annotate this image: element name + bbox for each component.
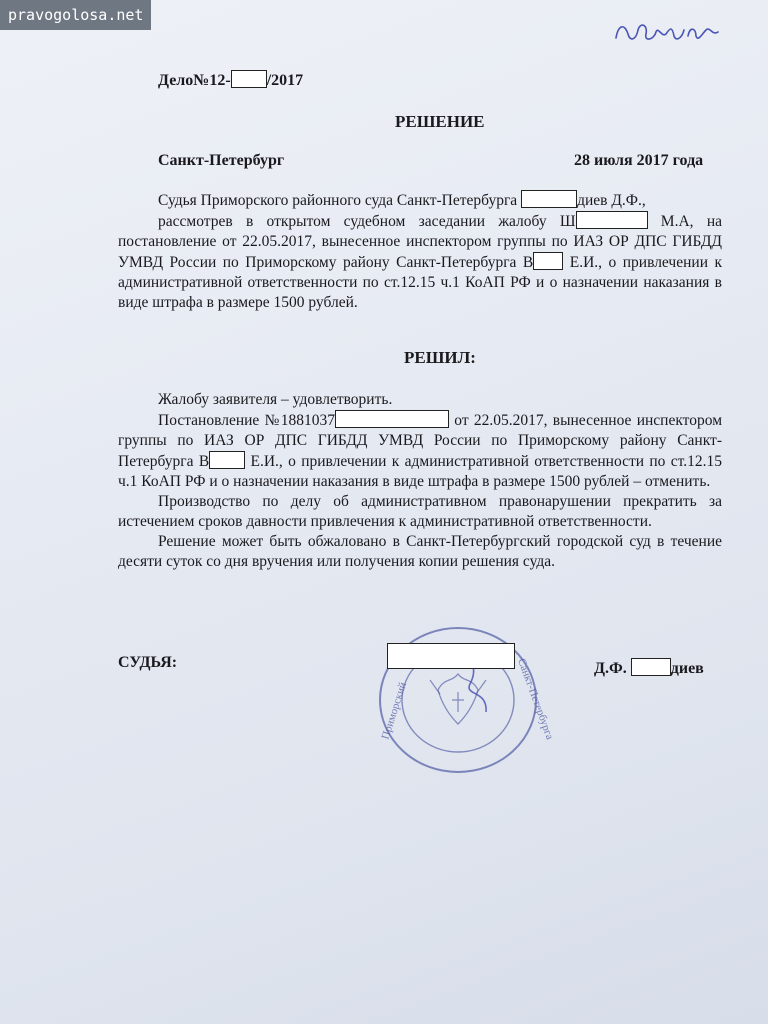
redaction-box (533, 252, 563, 270)
complaint-text: рассмотрев в открытом судебном заседании жалобу Ш (158, 213, 576, 230)
judge-name-suffix: диев (670, 660, 704, 677)
resolution-p4: Решение может быть обжаловано в Санкт-Петербургский городской суд в течение десяти суток со дня вручения или получения копии решения суда. (118, 533, 722, 570)
resolution-p2-prefix: Постановление №1881037 (158, 412, 336, 429)
case-number (158, 70, 303, 90)
judge-line-prefix: Судья Приморского районного суда Санкт-Петербурга (158, 192, 522, 209)
resolution-p1: Жалобу заявителя – удовлетворить. (158, 391, 393, 408)
resolution-paragraphs (118, 390, 722, 572)
document-date: 28 июля 2017 года (574, 152, 704, 169)
judge-line-suffix: диев Д.Ф., (577, 192, 646, 209)
judge-name (594, 658, 704, 678)
decided-heading: РЕШИЛ: (404, 348, 476, 367)
judge-name-prefix: Д.Ф. (594, 660, 631, 677)
redaction-box (521, 190, 577, 208)
redaction-box (209, 451, 245, 469)
redaction-box (631, 658, 671, 676)
resolution-p2-tail: Е.И., о привлечении к административной ответственности по ст.12.15 ч.1 КоАП РФ и о назначении наказания в виде штрафа в размере 1500 рублей – отменить. (118, 453, 722, 490)
case-number-suffix: /2017 (266, 72, 304, 89)
case-number-prefix: Дело№12- (158, 72, 231, 89)
redaction-box (231, 70, 267, 88)
seal-text-right: Санкт-Петербурга (515, 656, 556, 742)
judge-label: СУДЬЯ: (118, 654, 178, 671)
intro-paragraph (118, 190, 722, 313)
resolution-p2-mid: от 22.05.2017, вынесенное инспектором группы по ИАЗ ОР ДПС ГИБДД УМВД России по Приморскому району Санкт-Петербурга В (118, 412, 722, 470)
redaction-box (335, 410, 449, 428)
document-title: РЕШЕНИЕ (395, 112, 485, 131)
resolution-p3: Производство по делу об административном правонарушении прекратить за истечением сроков давности привлечения к административной ответственности. (118, 493, 722, 530)
signature-redaction (387, 643, 515, 669)
complaint-text-tail: Е.И., о привлечении к административной ответственности по ст.12.15 ч.1 КоАП РФ и о назначении наказания в виде штрафа в размере 1500 рублей. (118, 254, 723, 311)
handwritten-note (610, 12, 725, 52)
site-watermark: pravogolosa.net (0, 0, 151, 30)
seal-text-left: Приморский (379, 680, 410, 741)
complaint-text-cont: М.А, на постановление от 22.05.2017, вынесенное инспектором группы по ИАЗ ОР ДПС ГИБДД УМВД России по Приморскому району Санкт-Петербурга В (118, 213, 722, 271)
redaction-box (576, 211, 648, 229)
city: Санкт-Петербург (158, 152, 285, 169)
